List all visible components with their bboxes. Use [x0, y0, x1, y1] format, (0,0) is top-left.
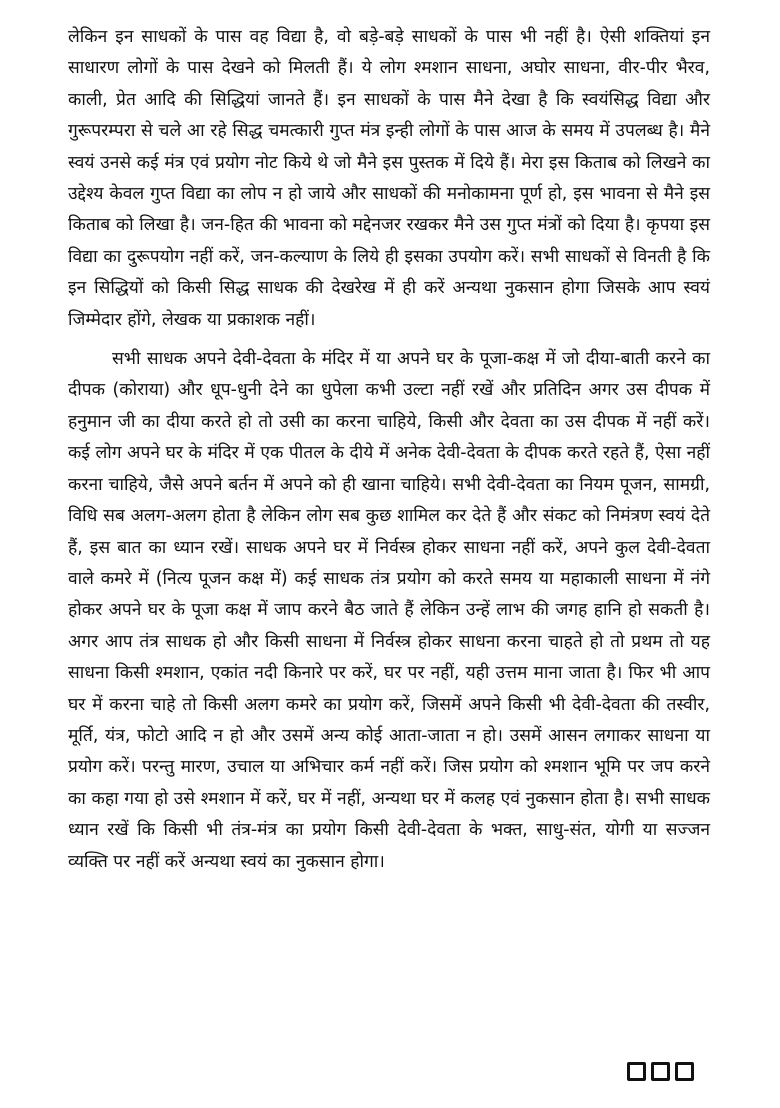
end-mark-box-icon [627, 1062, 646, 1081]
paragraph-1: लेकिन इन साधकों के पास वह विद्या है, वो बड़े-बड़े साधकों के पास भी नहीं है। ऐसी शक्तियां इन साधारण लोगों के पास देखने को मिलती हैं। ये लोग श्मशान साधना, अघोर साधना, वीर-पीर भैरव, काली, प्रेत आदि की सिद्धियां जानते हैं। इन साधकों के पास मैने देखा है कि स्वयंसिद्ध विद्या और गुरूपरम्परा से चले आ रहे सिद्ध चमत्कारी गुप्त मंत्र इन्ही लोगों के पास आज के समय में उपलब्ध है। मैने स्वयं उनसे कई मंत्र एवं प्रयोग नोट किये थे जो मैने इस पुस्तक में दिये हैं। मेरा इस किताब को लिखने का उद्देश्य केवल गुप्त विद्या का लोप न हो जाये और साधकों की मनोकामना पूर्ण हो, इस भावना से मैने इस किताब को लिखा है। जन-हित की भावना को मद्देनजर रखकर मैने उस गुप्त मंत्रों को दिया है। कृपया इस विद्या का दुरूपयोग नहीं करें, जन-कल्याण के लिये ही इसका उपयोग करें। सभी साधकों से विनती है कि इन सिद्धियों को किसी सिद्ध साधक की देखरेख में ही करें अन्यथा नुकसान होगा जिसके आप स्वयं जिम्मेदार होंगे, लेखक या प्रकाशक नहीं। [68, 27, 710, 330]
body-text [68, 22, 710, 878]
end-mark-box-icon [675, 1062, 694, 1081]
end-of-section-marks [627, 1062, 707, 1084]
end-mark-box-icon [651, 1062, 670, 1081]
paragraph-2: सभी साधक अपने देवी-देवता के मंदिर में या अपने घर के पूजा-कक्ष में जो दीया-बाती करने का दीपक (कोराया) और धूप-धुनी देने का धुपेला कभी उल्टा नहीं रखें और प्रतिदिन अगर उस दीपक में हनुमान जी का दीया करते हो तो उसी का करना चाहिये, किसी और देवता का उस दीपक में नहीं करें। कई लोग अपने घर के मंदिर में एक पीतल के दीये में अनेक देवी-देवता के दीपक करते रहते हैं, ऐसा नहीं करना चाहिये, जैसे अपने बर्तन में अपने को ही खाना चाहिये। सभी देवी-देवता का नियम पूजन, सामग्री, विधि सब अलग-अलग होता है लेकिन लोग सब कुछ शामिल कर देते हैं और संकट को निमंत्रण स्वयं देते हैं, इस बात का ध्यान रखें। साधक अपने घर में निर्वस्त्र होकर साधना नहीं करें, अपने कुल देवी-देवता वाले कमरे में (नित्य पूजन कक्ष में) कई साधक तंत्र प्रयोग को करते समय या महाकाली साधना में नंगे होकर अपने घर के पूजा कक्ष में जाप करने बैठ जाते हैं लेकिन उन्हें लाभ की जगह हानि हो सकती है। अगर आप तंत्र साधक हो और किसी साधना में निर्वस्त्र होकर साधना करना चाहते हो तो प्रथम तो यह साधना किसी श्मशान, एकांत नदी किनारे पर करें, घर पर नहीं, यही उत्तम माना जाता है। फिर भी आप घर में करना चाहे तो किसी अलग कमरे का प्रयोग करें, जिसमें अपने किसी भी देवी-देवता की तस्वीर, मूर्ति, यंत्र, फोटो आदि न हो और उसमें अन्य कोई आता-जाता न हो। उसमें आसन लगाकर साधना या प्रयोग करें। परन्तु मारण, उचाल या अभिचार कर्म नहीं करें। जिस प्रयोग को श्मशान भूमि पर जप करने का कहा गया हो उसे श्मशान में करें, घर में नहीं, अन्यथा घर में कलह एवं नुकसान होता है। सभी साधक ध्यान रखें कि किसी भी तंत्र-मंत्र का प्रयोग किसी देवी-देवता के भक्त, साधु-संत, योगी या सज्जन व्यक्ति पर नहीं करें अन्यथा स्वयं का नुकसान होगा। [68, 349, 710, 872]
